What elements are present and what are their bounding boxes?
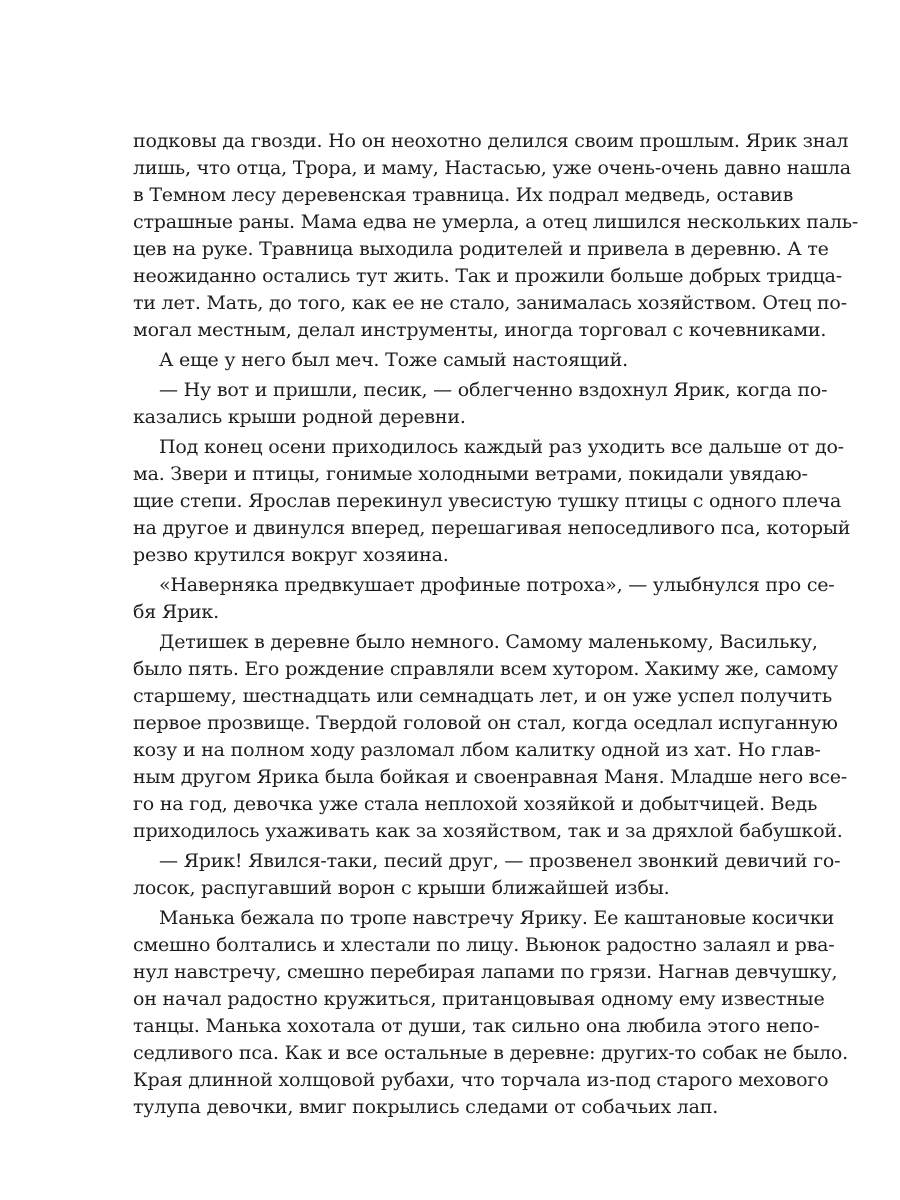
text-line: неожиданно остались тут жить. Так и прожили больше добрых тридца-: [133, 265, 842, 287]
text-line: Края длинной холщовой рубахи, что торчала из-под старого мехового: [133, 1069, 829, 1091]
text-line: ма. Звери и птицы, гонимые холодными ветрами, покидали увядаю-: [133, 463, 808, 485]
text-line: лосок, распугавший ворон с крыши ближайшей избы.: [133, 877, 670, 899]
text-line: Под конец осени приходилось каждый раз уходить все дальше от до-: [159, 436, 844, 458]
paragraph: [133, 572, 835, 626]
text-line: лишь, что отца, Трора, и маму, Настасью, уже очень-очень давно нашла: [133, 157, 851, 179]
text-line: ным другом Ярика была бойкая и своенравная Маня. Младше него все-: [133, 766, 847, 788]
paragraph: [133, 347, 785, 374]
paragraph: [133, 905, 849, 1121]
text-line: на другое и двинулся вперед, перешагивая непоседливого пса, который: [133, 517, 851, 539]
text-line: ти лет. Мать, до того, как ее не стало, занималась хозяйством. Отец по-: [133, 292, 847, 314]
text-line: могал местным, делал инструменты, иногда торговал с кочевниками.: [133, 319, 827, 341]
book-page-text: [133, 128, 859, 1124]
text-line: подковы да гвозди. Но он неохотно делился своим прошлым. Ярик знал: [133, 130, 849, 152]
text-line: было пять. Его рождение справляли всем хутором. Хакиму же, самому: [133, 658, 838, 680]
text-line: он начал радостно кружиться, пританцовывая одному ему известные: [133, 988, 825, 1010]
text-line: седливого пса. Как и все остальные в деревне: других-то собак не было.: [133, 1042, 849, 1064]
text-line: резво крутился вокруг хозяина.: [133, 544, 449, 566]
text-line: го на год, девочка уже стала неплохой хозяйкой и добытчицей. Ведь: [133, 793, 818, 815]
text-line: А еще у него был меч. Тоже самый настоящий.: [159, 349, 628, 371]
paragraph: [133, 128, 859, 344]
text-line: смешно болтались и хлестали по лицу. Вьюнок радостно залаял и рва-: [133, 934, 835, 956]
paragraph: [133, 848, 841, 902]
text-line: Манька бежала по тропе навстречу Ярику. Ее каштановые косички: [159, 907, 835, 929]
text-line: казались крыши родной деревни.: [133, 406, 466, 428]
text-line: — Ну вот и пришли, песик, — облегченно вздохнул Ярик, когда по-: [159, 379, 828, 401]
text-line: первое прозвище. Твердой головой он стал, когда оседлал испуганную: [133, 712, 838, 734]
text-line: приходилось ухаживать как за хозяйством, так и за дряхлой бабушкой.: [133, 820, 843, 842]
paragraph: [133, 629, 847, 845]
paragraph: [133, 377, 828, 431]
text-line: козу и на полном ходу разломал лбом калитку одной из хат. Но глав-: [133, 739, 821, 761]
text-line: бя Ярик.: [133, 601, 219, 623]
text-line: страшные раны. Мама едва не умерла, а отец лишился нескольких паль-: [133, 211, 859, 233]
text-line: «Наверняка предвкушает дрофиные потроха», — улыбнулся про се-: [159, 574, 835, 596]
text-line: цев на руке. Травница выходила родителей и привела в деревню. А те: [133, 238, 829, 260]
text-line: Детишек в деревне было немного. Самому маленькому, Васильку,: [159, 631, 818, 653]
text-line: щие степи. Ярослав перекинул увесистую тушку птицы с одного плеча: [133, 490, 842, 512]
text-line: нул навстречу, смешно перебирая лапами по грязи. Нагнав девчушку,: [133, 961, 838, 983]
text-line: — Ярик! Явился-таки, песий друг, — прозвенел звонкий девичий го-: [159, 850, 841, 872]
text-line: в Темном лесу деревенская травница. Их подрал медведь, оставив: [133, 184, 794, 206]
text-line: старшему, шестнадцать или семнадцать лет, и он уже успел получить: [133, 685, 832, 707]
paragraph: [133, 434, 851, 569]
text-line: танцы. Манька хохотала от души, так сильно она любила этого непо-: [133, 1015, 820, 1037]
text-line: тулупа девочки, вмиг покрылись следами от собачьих лап.: [133, 1096, 719, 1118]
